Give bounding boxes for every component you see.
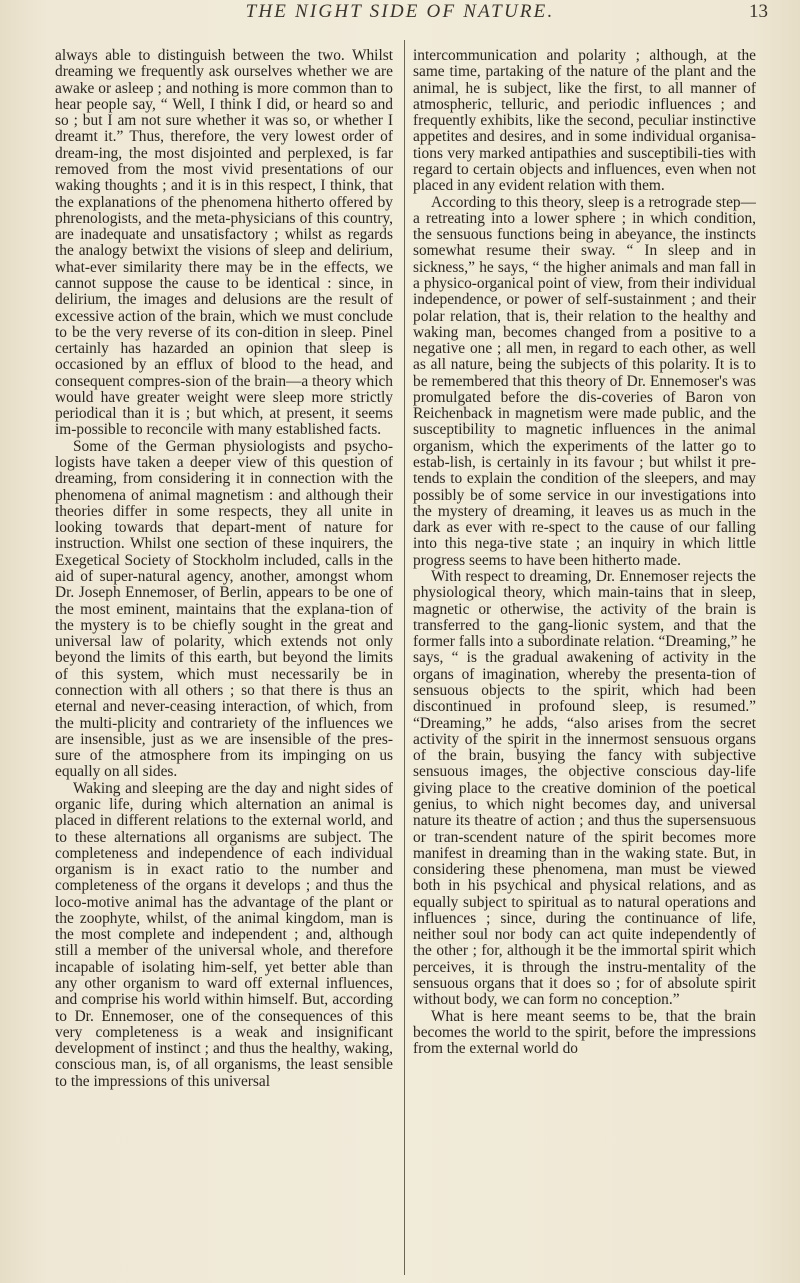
right-column bbox=[413, 48, 756, 1273]
paragraph: What is here meant seems to be, that the brain becomes the world to the spirit, before the impressions from the external world do bbox=[413, 1007, 756, 1058]
left-column bbox=[55, 48, 393, 1273]
column-divider bbox=[404, 40, 405, 1275]
paragraph: Waking and sleeping are the day and night sides of organic life, during which alternation an animal is placed in different relations to the external world, and to these alternations all organisms are subject. The completeness and independence of each individual organism is in exact ratio to the number and completeness of the organs it develops ; and thus the loco-motive animal has the advantage of the plant or the zoophyte, whilst, of the animal kingdom, man is the most complete and independent ; and, although still a member of the universal whole, and therefore incapable of isolating him-self, yet better able than any other organism to ward off external influences, and comprise his world within himself. But, according to Dr. Ennemoser, one of the consequences of this very completeness is a weak and insignificant development of instinct ; and thus the healthy, waking, conscious man, is, of all organisms, the least sensible to the impressions of this universal bbox=[55, 779, 393, 1090]
paragraph: With respect to dreaming, Dr. Ennemoser rejects the physiological theory, which main-tains that in sleep, magnetic or otherwise, the activity of the brain is transferred to the gang-lionic system, and that the former falls into a subordinate relation. “Dreaming,” he says, “ is the gradual awakening of activity in the organs of imagination, whereby the presenta-tion of sensuous objects to the spirit, which had been discontinued in profound sleep, is resumed.” “Dreaming,” he adds, “also arises from the secret activity of the spirit in the innermost sensuous organs of the brain, busying the fancy with subjective sensuous images, the objective conscious day-life giving place to the creative dominion of the poetical genius, to which night becomes day, and universal nature its theatre of action ; and thus the supersensuous or tran-scendent nature of the spirit becomes more manifest in dreaming than in the waking state. But, in considering these phenomena, man must be viewed both in his psychical and physical relations, and as equally subject to spiritual as to natural operations and influences ; since, during the continuance of life, neither soul nor body can act quite independently of the other ; for, although it be the immortal spirit which perceives, it is through the instru-mentality of the sensuous organs that it does so ; for of absolute spirit without body, we can form no conception.” bbox=[413, 568, 756, 1009]
paragraph: According to this theory, sleep is a retrograde step—a retreating into a lower sphere ; in which condition, the sensuous functions being in abeyance, the instincts somewhat resume their sway. “ In sleep and in sickness,” he says, “ the higher animals and man fall in a physico-organical point of view, from their individual independence, or power of self-sustainment ; and their polar relation, that is, their relation to the healthy and waking man, becomes changed from a positive to a negative one ; all men, in regard to each other, as well as all nature, being the subjects of this polarity. It is to be remembered that this theory of Dr. Ennemoser's was promulgated before the dis-coveries of Baron von Reichenback in magnetism were made public, and the susceptibility to magnetic influences in the animal organism, which the experiments of the latter go to estab-lish, is certainly in its favour ; but whilst it pre-tends to explain the condition of the sleepers, and may possibly be of some service in our investigations into the mystery of dreaming, it leaves us as much in the dark as ever with re-spect to the cause of our falling into this nega-tive state ; an inquiry in which little progress seems to have been hitherto made. bbox=[413, 193, 756, 569]
paragraph: always able to distinguish between the two. Whilst dreaming we frequently ask ourselves whether we are awake or asleep ; and nothing is more common than to hear people say, “ Well, I think I did, or heard so and so ; but I am not sure whether it was so, or whether I dreamt it.” Thus, therefore, the very lowest order of dream-ing, the most disjointed and perplexed, is far removed from the most vivid presentations of our waking thoughts ; and it is in this respect, I think, that the explanations of the phenomena hitherto offered by phrenologists, and the meta-physicians of this country, are inadequate and unsatisfactory ; whilst as regards the analogy betwixt the visions of sleep and delirium, what-ever similarity there may be in the effects, we cannot suppose the cause to be identical : since, in delirium, the images and delusions are the result of excessive action of the brain, which we must conclude to be the very reverse of its con-dition in sleep. Pinel certainly has hazarded an opinion that sleep is occasioned by an efflux of blood to the head, and consequent compres-sion of the brain—a theory which would have greater weight were sleep more strictly periodical than it is ; but which, at present, it seems im-possible to reconcile with many established facts. bbox=[55, 48, 393, 439]
running-title: THE NIGHT SIDE OF NATURE. bbox=[245, 1, 555, 22]
page-number: 13 bbox=[749, 1, 768, 22]
paragraph: Some of the German physiologists and psycho-logists have taken a deeper view of this question of dreaming, from considering it in connection with the phenomena of animal magnetism : and although their theories differ in some respects, they all unite in looking towards that depart-ment of nature for instruction. Whilst one section of these inquirers, the Exegetical Society of Stockholm included, calls in the aid of super-natural agency, another, amongst whom Dr. Joseph Ennemoser, of Berlin, appears to be one of the most eminent, maintains that the explana-tion of the mystery is to be chiefly sought in the great and universal law of polarity, which extends not only beyond the limits of this earth, but beyond the limits of this system, which must necessarily be in connection with all others ; so that there is thus an eternal and never-ceasing interaction, of which, from the multi-plicity and contrariety of the influences we are insensible, just as we are insensible of the pres-sure of the atmosphere from its impinging on us equally on all sides. bbox=[55, 437, 393, 781]
paragraph: intercommunication and polarity ; although, at the same time, partaking of the nature of the plant and the animal, he is subject, like the first, to all manner of atmospheric, telluric, and periodic influences ; and frequently exhibits, like the second, peculiar instinctive appetites and desires, and in some individual organisa-tions very marked antipathies and susceptibili-ties with regard to certain objects and influences, even when not placed in any evident relation with them. bbox=[413, 48, 756, 195]
